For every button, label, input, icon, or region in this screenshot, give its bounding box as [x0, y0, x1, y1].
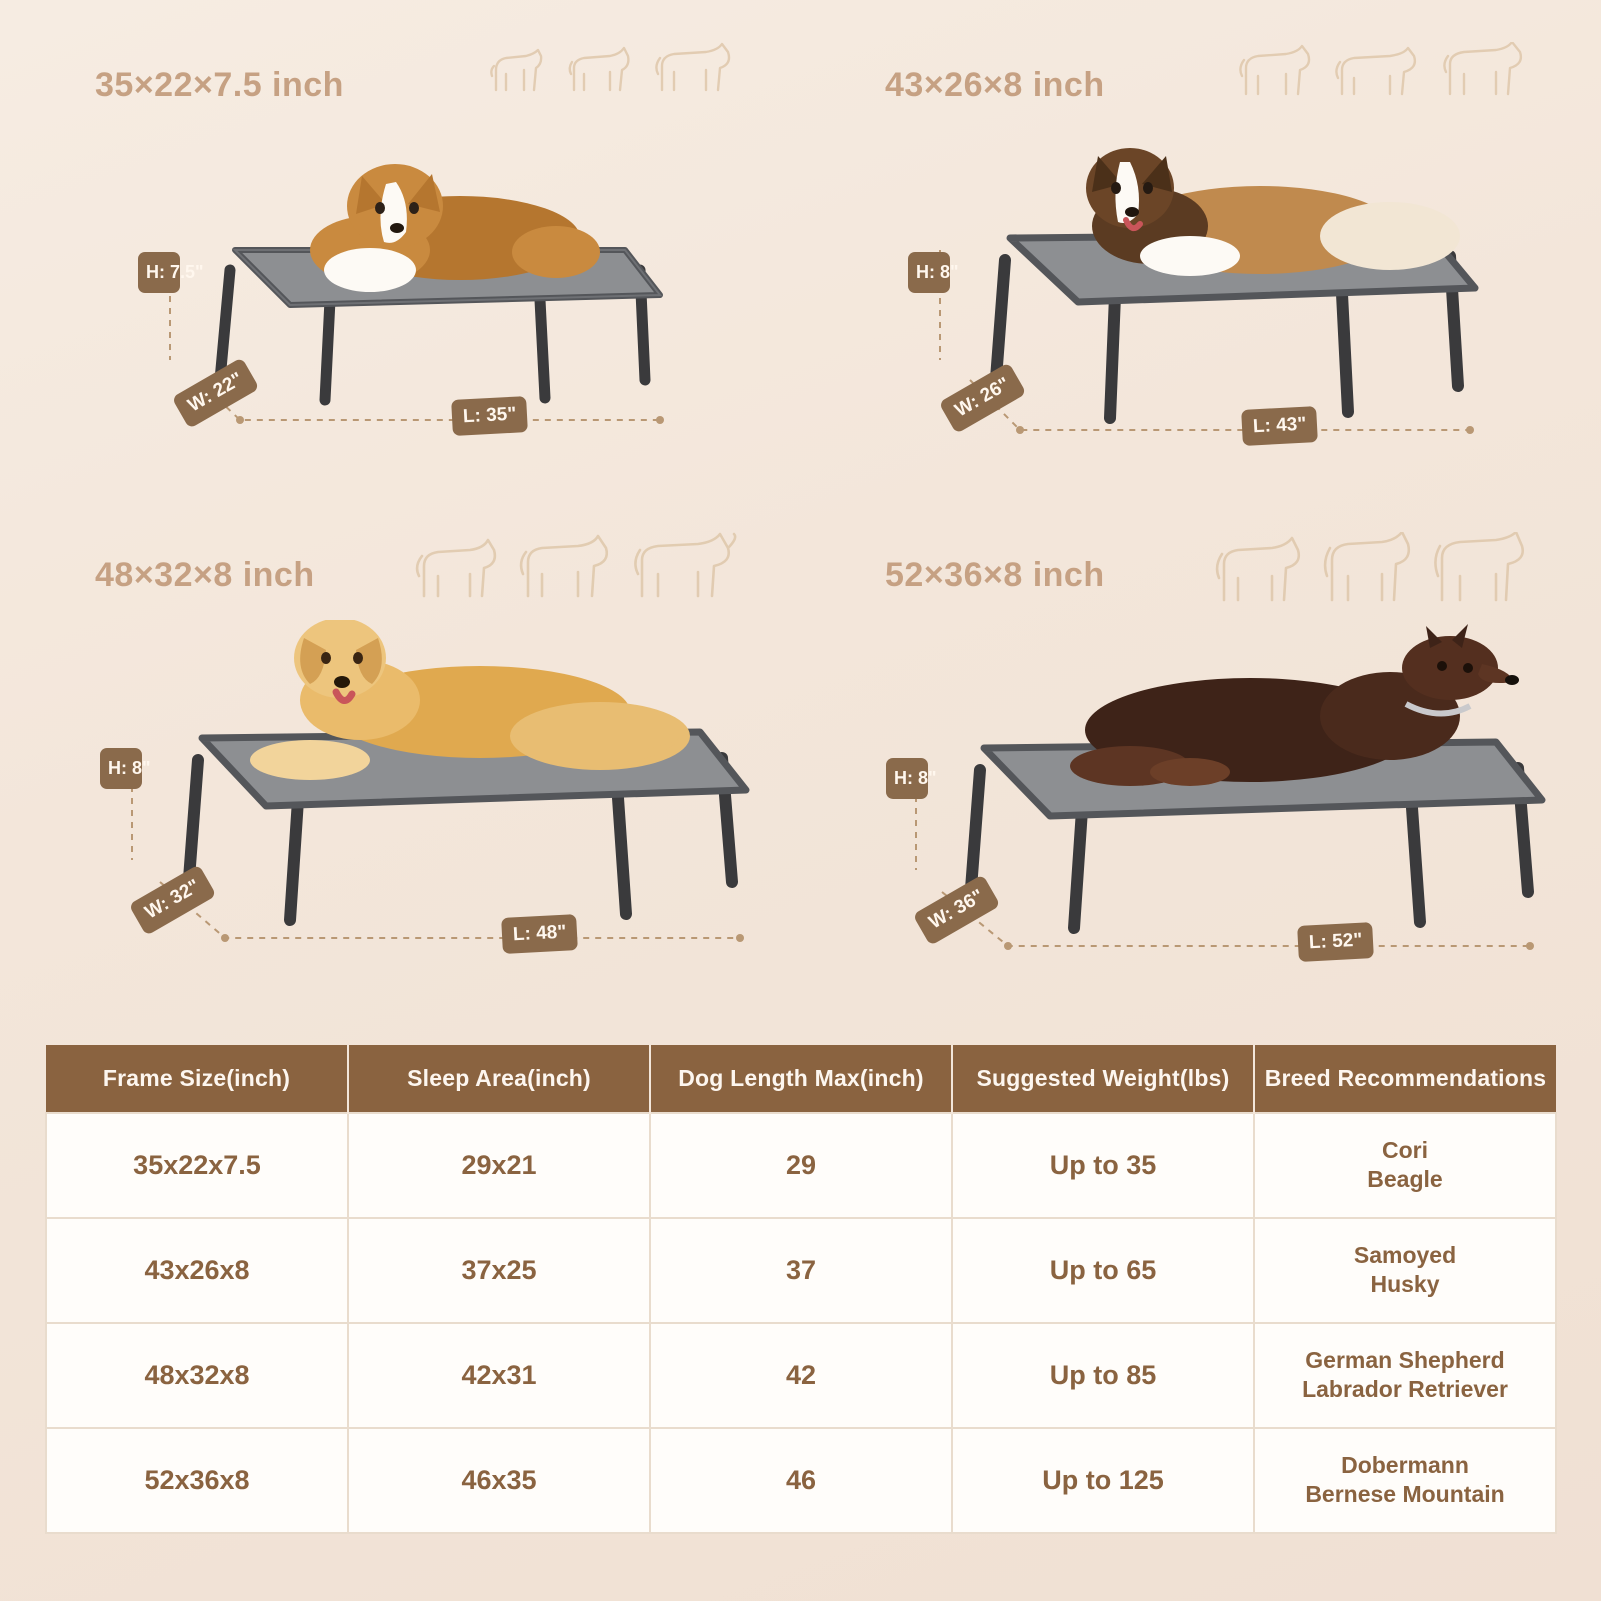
dog-silhouette-group	[486, 42, 740, 100]
height-label: H: 8"	[908, 252, 950, 293]
cell-sleep-area: 42x31	[348, 1323, 650, 1428]
cell-sleep-area: 46x35	[348, 1428, 650, 1533]
dog-photo-collie	[1086, 148, 1460, 276]
cell-breeds: Cori Beagle	[1254, 1113, 1556, 1218]
bed-illustration	[830, 620, 1590, 980]
cell-breeds: German Shepherd Labrador Retriever	[1254, 1323, 1556, 1428]
dog-photo-golden-retriever	[250, 620, 690, 780]
spec-table-wrapper	[45, 1045, 1557, 1534]
dog-silhouette-icon	[630, 532, 740, 608]
panel-title: 52×36×8 inch	[885, 556, 1105, 594]
cell-suggested-weight: Up to 65	[952, 1218, 1254, 1323]
cell-frame-size: 35x22x7.5	[46, 1113, 348, 1218]
bed-illustration	[40, 130, 800, 490]
height-label: H: 8"	[100, 748, 142, 789]
cell-suggested-weight: Up to 125	[952, 1428, 1254, 1533]
panel-title: 43×26×8 inch	[885, 66, 1105, 104]
panel-title: 48×32×8 inch	[95, 556, 315, 594]
dog-silhouette-icon	[1214, 536, 1306, 612]
bed-graphic	[830, 130, 1590, 490]
length-label: L: 48"	[501, 914, 578, 954]
header-frame-size: Frame Size(inch)	[46, 1045, 348, 1113]
cell-frame-size: 52x36x8	[46, 1428, 348, 1533]
bed-illustration	[830, 130, 1590, 490]
cell-dog-length: 29	[650, 1113, 952, 1218]
cell-dog-length: 42	[650, 1323, 952, 1428]
spec-table	[45, 1045, 1557, 1534]
header-suggested-weight: Suggested Weight(lbs)	[952, 1045, 1254, 1113]
header-dog-length: Dog Length Max(inch)	[650, 1045, 952, 1113]
dog-photo-corgi	[310, 164, 600, 292]
table-row	[46, 1218, 1556, 1323]
dog-silhouette-icon	[486, 44, 552, 100]
cell-breeds: Dobermann Bernese Mountain	[1254, 1428, 1556, 1533]
header-sleep-area: Sleep Area(inch)	[348, 1045, 650, 1113]
dog-silhouette-icon	[414, 538, 502, 608]
dog-silhouette-icon	[1320, 532, 1416, 612]
width-label: W: 36"	[912, 874, 1000, 946]
height-label: H: 8"	[886, 758, 928, 799]
table-row	[46, 1113, 1556, 1218]
table-row	[46, 1323, 1556, 1428]
dog-silhouette-group	[414, 532, 740, 608]
dog-silhouette-group	[1214, 532, 1530, 612]
dog-silhouette-icon	[1332, 44, 1426, 104]
width-label: W: 26"	[938, 362, 1026, 434]
cell-breeds: Samoyed Husky	[1254, 1218, 1556, 1323]
panel-title: 35×22×7.5 inch	[95, 66, 344, 104]
dog-silhouette-icon	[566, 44, 640, 100]
dog-silhouette-icon	[1430, 532, 1530, 612]
cell-suggested-weight: Up to 85	[952, 1323, 1254, 1428]
dog-silhouette-icon	[1440, 42, 1530, 104]
dog-silhouette-group	[1238, 42, 1530, 104]
table-header-row	[46, 1045, 1556, 1113]
size-panel-52x36	[830, 510, 1590, 990]
dog-silhouette-icon	[1238, 44, 1318, 104]
length-label: L: 35"	[451, 396, 528, 436]
header-breed-recommendations: Breed Recommendations	[1254, 1045, 1556, 1113]
bed-illustration	[40, 620, 800, 980]
cell-dog-length: 37	[650, 1218, 952, 1323]
cell-sleep-area: 29x21	[348, 1113, 650, 1218]
height-label: H: 7.5"	[138, 252, 180, 293]
table-row	[46, 1428, 1556, 1533]
dog-silhouette-icon	[654, 42, 740, 100]
size-panel-35x22	[40, 20, 800, 500]
cell-sleep-area: 37x25	[348, 1218, 650, 1323]
cell-frame-size: 43x26x8	[46, 1218, 348, 1323]
cell-dog-length: 46	[650, 1428, 952, 1533]
dog-silhouette-icon	[516, 534, 616, 608]
cell-suggested-weight: Up to 35	[952, 1113, 1254, 1218]
length-label: L: 43"	[1241, 406, 1318, 446]
bed-graphic	[40, 130, 800, 490]
width-label: W: 32"	[128, 864, 216, 936]
length-label: L: 52"	[1297, 922, 1374, 962]
cell-frame-size: 48x32x8	[46, 1323, 348, 1428]
width-label: W: 22"	[171, 357, 259, 429]
size-panel-43x26	[830, 20, 1590, 500]
size-panel-48x32	[40, 510, 800, 990]
